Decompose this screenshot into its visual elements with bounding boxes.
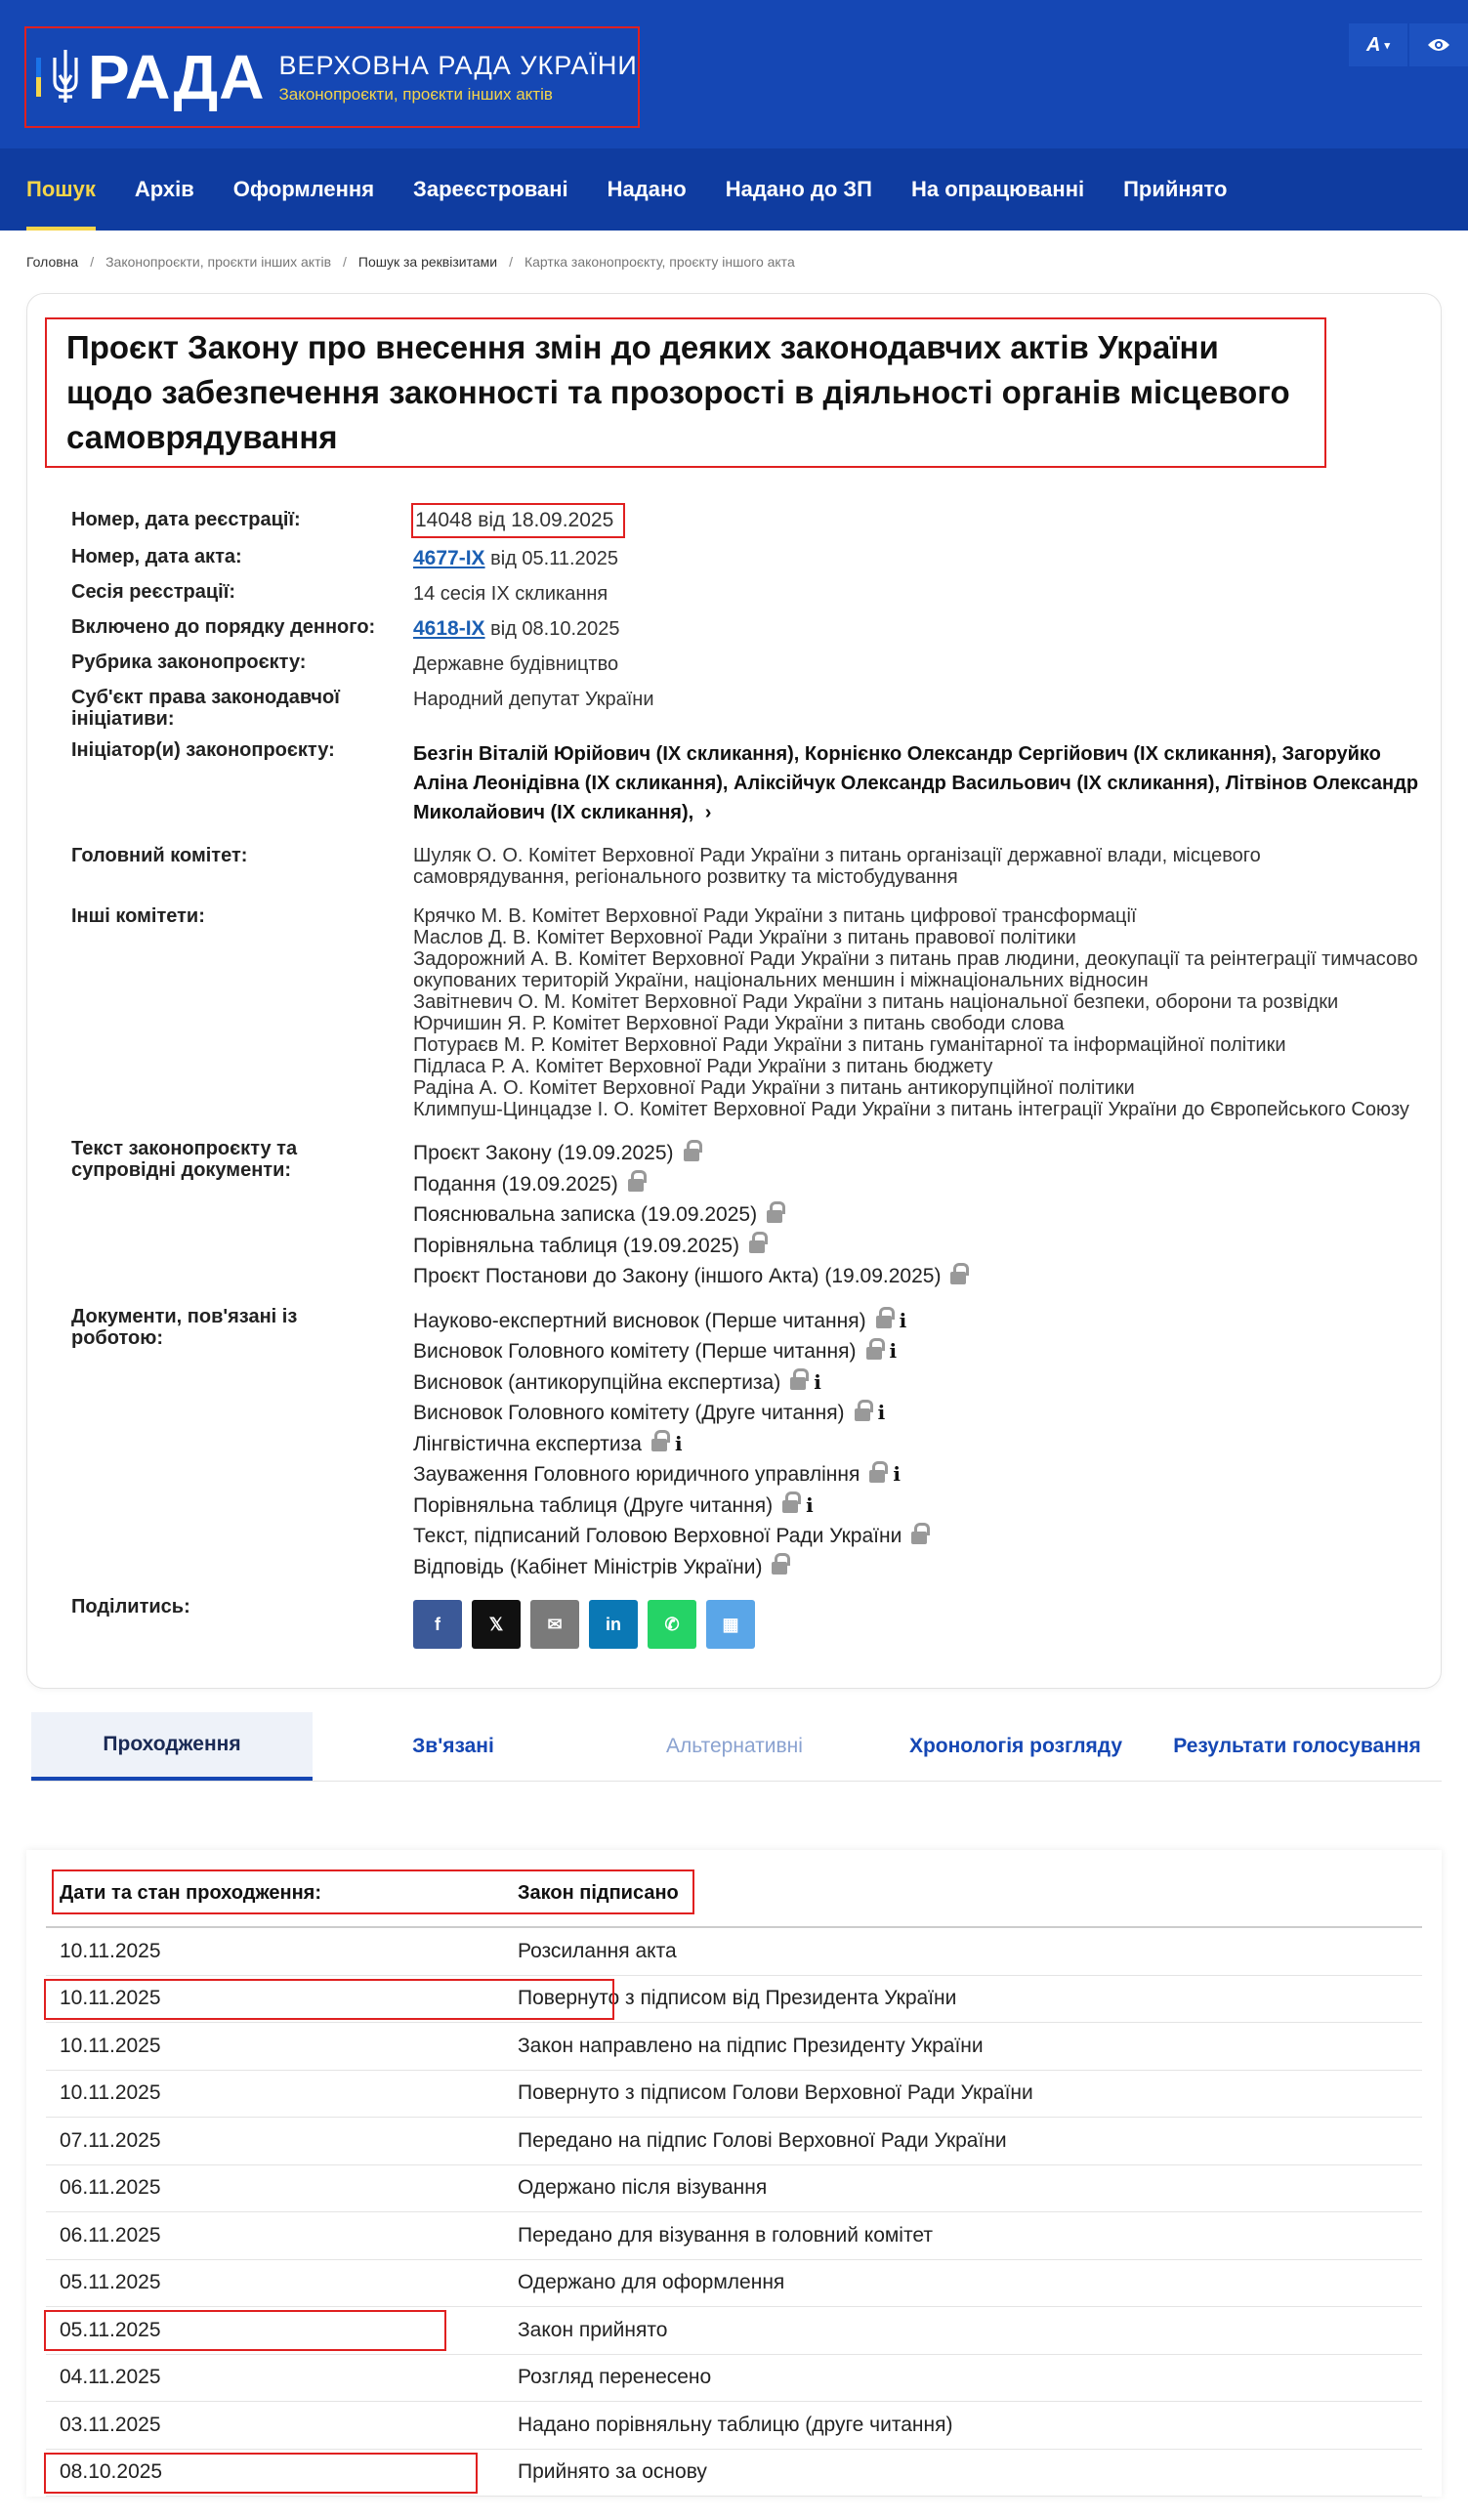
agenda-label: Включено до порядку денного: <box>71 616 376 638</box>
lock-icon <box>782 1497 798 1513</box>
session-value: 14 сесія IX скликання <box>413 583 608 605</box>
breadcrumb-search[interactable]: Пошук за реквізитами <box>357 254 498 270</box>
breadcrumb-separator: / <box>90 254 95 270</box>
initiators-label: Ініціатор(и) законопроєкту: <box>71 739 335 761</box>
lock-icon <box>950 1269 966 1284</box>
committee-item: Підласа Р. А. Комітет Верховної Ради України з питань бюджету <box>413 1056 993 1077</box>
related-doc-label: Висновок Головного комітету (Друге читання) <box>413 1402 845 1424</box>
logo-word: РАДА <box>88 42 266 112</box>
tab-1[interactable]: Зв'язані <box>412 1735 494 1757</box>
nav-item-0[interactable]: Пошук <box>26 148 96 231</box>
nav-item-4[interactable]: Надано <box>607 177 687 201</box>
table-row <box>46 2023 1422 2071</box>
info-icon[interactable]: i <box>899 1308 907 1332</box>
row-status: Повернуто з підписом Голови Верховної Ради України <box>518 2081 1033 2105</box>
table-row <box>46 2071 1422 2119</box>
related-doc-label: Висновок (антикорупційна експертиза) <box>413 1370 781 1394</box>
lock-icon <box>790 1374 806 1390</box>
lock-icon <box>876 1313 892 1328</box>
table-row <box>46 2212 1422 2260</box>
rubric-value: Державне будівництво <box>413 653 619 675</box>
x-icon: 𝕏 <box>488 1615 504 1634</box>
table-row <box>46 2402 1422 2450</box>
tab-4[interactable]: Результати голосування <box>1173 1735 1421 1757</box>
agenda-date: від 08.10.2025 <box>490 618 620 640</box>
session-row <box>71 581 1421 607</box>
related-docs-list <box>413 1306 1421 1583</box>
header-highlight <box>54 1871 692 1912</box>
row-date: 03.11.2025 <box>60 2413 161 2436</box>
text-doc-item[interactable] <box>413 1169 1421 1200</box>
site-logo-link[interactable] <box>26 28 638 126</box>
bill-title-box <box>47 319 1324 466</box>
whatsapp-icon: ✆ <box>664 1615 680 1634</box>
text-doc-label: Проєкт Постанови до Закону (іншого Акта) (19.09.2025) <box>413 1265 942 1287</box>
related-doc-label: Текст, підписаний Головою Верховної Ради України <box>413 1525 902 1547</box>
breadcrumb-current: Картка законопроєкту, проєкту іншого акта <box>524 254 795 270</box>
lock-icon <box>767 1207 782 1223</box>
row-date: 10.11.2025 <box>60 2034 161 2057</box>
table-row <box>46 1976 1422 2024</box>
other-committees-label: Інші комітети: <box>71 905 205 927</box>
eye-icon <box>1427 37 1450 53</box>
table-row <box>46 2307 1422 2355</box>
texts-row <box>71 1138 1421 1292</box>
subject-label: Суб'єкт права законодавчої ініціативи: <box>71 687 340 730</box>
nav-item-3[interactable]: Зареєстровані <box>413 177 568 201</box>
committee-item: Задорожний А. В. Комітет Верховної Ради України з питань прав людини, деокупації та реінтеграції тимчасово окупованих територій України, національних меншин і міжнаціональних відносин <box>413 948 1418 991</box>
text-doc-label: Порівняльна таблиця (19.09.2025) <box>413 1234 740 1257</box>
tab-2: Альтернативні <box>666 1735 803 1757</box>
act-number-link[interactable]: 4677-IX <box>413 547 485 569</box>
lock-icon <box>866 1344 882 1360</box>
nav-item-1[interactable]: Архів <box>134 177 194 201</box>
agenda-number-link[interactable]: 4618-IX <box>413 617 485 640</box>
chevron-down-icon: ▾ <box>1384 39 1390 52</box>
lock-icon <box>869 1467 885 1483</box>
text-doc-item[interactable] <box>413 1199 1421 1231</box>
table-row <box>46 2118 1422 2165</box>
lock-icon <box>772 1559 787 1575</box>
passage-head-label: Дати та стан проходження: <box>60 1881 321 1904</box>
qr-icon: ▦ <box>722 1615 739 1634</box>
rubric-row <box>71 651 1421 677</box>
nav-item-2[interactable]: Оформлення <box>232 177 375 201</box>
breadcrumb-bills[interactable]: Законопроєкти, проєкти інших актів <box>105 254 332 270</box>
info-icon[interactable]: i <box>806 1492 814 1517</box>
share-label: Поділитись: <box>71 1596 190 1617</box>
main-committee-value: Шуляк О. О. Комітет Верховної Ради України з питань організації державної влади, місцевого самоврядування, регіонального розвитку та містобудування <box>413 845 1261 888</box>
logo-text <box>278 50 637 105</box>
related-doc-label: Відповідь (Кабінет Міністрів України) <box>413 1555 763 1578</box>
row-status: Розсилання акта <box>518 1939 677 1962</box>
table-row <box>46 2450 1422 2498</box>
related-doc-item[interactable] <box>413 1367 1421 1399</box>
bill-card <box>26 293 1442 1689</box>
x-share-button[interactable] <box>472 1600 521 1649</box>
logo-subtitle: Законопроєкти, проєкти інших актів <box>278 85 553 105</box>
related-doc-label: Лінгвістична експертиза <box>413 1432 642 1455</box>
header-tools <box>1347 23 1468 66</box>
session-label: Сесія реєстрації: <box>71 581 235 603</box>
lock-icon <box>651 1436 667 1451</box>
email-share-button[interactable] <box>530 1600 579 1649</box>
share-row <box>71 1596 1421 1649</box>
texts-list <box>413 1138 1421 1292</box>
act-date: від 05.11.2025 <box>490 548 619 569</box>
facebook-share-button[interactable] <box>413 1600 462 1649</box>
facebook-icon: f <box>435 1615 440 1634</box>
row-date: 05.11.2025 <box>60 2271 161 2294</box>
row-date: 06.11.2025 <box>60 2223 161 2247</box>
site-header <box>0 0 1468 148</box>
row-highlight <box>46 2455 476 2492</box>
row-status: Повернуто з підписом від Президента України <box>518 1987 957 2010</box>
related-docs-row <box>71 1306 1421 1583</box>
reg-label: Номер, дата реєстрації: <box>71 509 301 530</box>
row-status: Прийнято за основу <box>518 2460 707 2484</box>
other-committees-row <box>71 905 1421 1120</box>
tab-0[interactable]: Проходження <box>31 1712 313 1781</box>
other-committees-list <box>413 905 1421 1120</box>
passage-rows <box>46 1928 1422 2497</box>
related-doc-label: Науково-експертний висновок (Перше читання) <box>413 1309 866 1332</box>
tab-3[interactable]: Хронологія розгляду <box>908 1735 1123 1757</box>
related-doc-item[interactable] <box>413 1398 1421 1429</box>
row-date: 07.11.2025 <box>60 2128 161 2152</box>
show-more-initiators-icon[interactable]: › <box>704 802 712 823</box>
reg-value: 14048 від 18.09.2025 <box>413 505 623 536</box>
breadcrumb <box>0 231 1468 293</box>
whatsapp-share-button[interactable] <box>648 1600 696 1649</box>
table-row <box>46 1928 1422 1976</box>
passage-table <box>26 1850 1442 2497</box>
lock-icon <box>855 1406 870 1421</box>
row-date: 10.11.2025 <box>60 1939 161 1962</box>
bill-title: Проєкт Закону про внесення змін до деяких законодавчих актів України щодо забезпечення законності та прозорості в діяльності органів місцевого самоврядування <box>66 329 1290 455</box>
committee-item: Завітневич О. М. Комітет Верховної Ради України з питань національної безпеки, оборони та розвідки <box>413 991 1339 1013</box>
row-date: 05.11.2025 <box>60 2318 161 2341</box>
lock-icon <box>684 1146 699 1161</box>
initiators-list: Безгін Віталій Юрійович (IX скликання), Корнієнко Олександр Сергійович (IX скликання), Загоруйко Аліна Леонідівна (IX скликання), Аліксійчук Олександр Васильович (IX скликання), Літвінов Олександр Миколайович (IX скликання), <box>413 743 1419 823</box>
row-date: 06.11.2025 <box>60 2176 161 2200</box>
row-status: Розгляд перенесено <box>518 2366 712 2389</box>
bill-details <box>47 505 1421 1649</box>
text-doc-label: Проєкт Закону (19.09.2025) <box>413 1142 674 1164</box>
committee-item: Маслов Д. В. Комітет Верховної Ради України з питань правової політики <box>413 927 1076 948</box>
email-icon: ✉ <box>547 1615 563 1634</box>
text-doc-label: Подання (19.09.2025) <box>413 1172 618 1196</box>
subject-row <box>71 687 1421 730</box>
related-doc-item[interactable] <box>413 1491 1421 1522</box>
committee-item: Юрчишин Я. Р. Комітет Верховної Ради України з питань свободи слова <box>413 1013 1065 1034</box>
qr-share-button[interactable] <box>706 1600 755 1649</box>
nav-item-5[interactable]: Надано до ЗП <box>725 177 872 201</box>
passage-table-header <box>46 1860 1422 1928</box>
linkedin-share-button[interactable] <box>589 1600 638 1649</box>
main-committee-row <box>71 845 1421 888</box>
row-highlight <box>46 2312 444 2349</box>
info-icon[interactable]: i <box>893 1462 901 1486</box>
row-date: 10.11.2025 <box>60 1987 161 2010</box>
row-status: Надано порівняльну таблицю (друге читання) <box>518 2413 953 2436</box>
row-status: Закон направлено на підпис Президенту України <box>518 2034 984 2057</box>
committee-item: Радіна А. О. Комітет Верховної Ради України з питань антикорупційної політики <box>413 1077 1135 1099</box>
reg-row <box>71 505 1421 536</box>
row-date: 04.11.2025 <box>60 2366 161 2389</box>
act-row <box>71 546 1421 571</box>
table-row <box>46 2260 1422 2308</box>
passage-head-status: Закон підписано <box>518 1881 679 1904</box>
related-doc-item[interactable] <box>413 1521 1421 1552</box>
related-doc-label: Висновок Головного комітету (Перше читання) <box>413 1340 857 1363</box>
nav-item-7[interactable]: Прийнято <box>1123 177 1228 201</box>
main-committee-label: Головний комітет: <box>71 845 248 866</box>
text-doc-item[interactable] <box>413 1261 1421 1292</box>
info-icon[interactable]: i <box>674 1431 683 1455</box>
table-row <box>46 2355 1422 2403</box>
row-date: 10.11.2025 <box>60 2081 161 2105</box>
row-status: Передано для візування в головний комітет <box>518 2223 933 2247</box>
bill-tabs <box>31 1712 1442 1782</box>
text-doc-item[interactable] <box>413 1231 1421 1262</box>
text-doc-item[interactable] <box>413 1138 1421 1169</box>
lock-icon <box>911 1529 927 1544</box>
text-doc-label: Пояснювальна записка (19.09.2025) <box>413 1203 758 1226</box>
info-icon[interactable]: i <box>889 1339 898 1363</box>
row-highlight <box>46 1981 612 2018</box>
texts-label: Текст законопроєкту та супровідні документи: <box>71 1138 298 1181</box>
related-doc-label: Зауваження Головного юридичного управління <box>413 1463 860 1486</box>
row-status: Закон прийнято <box>518 2318 668 2341</box>
related-docs-label: Документи, пов'язані із роботою: <box>71 1305 298 1349</box>
related-doc-label: Порівняльна таблиця (Друге читання) <box>413 1493 774 1517</box>
share-buttons <box>413 1600 1421 1649</box>
breadcrumb-separator: / <box>509 254 513 270</box>
info-icon[interactable]: i <box>877 1401 886 1424</box>
committee-item: Потураєв М. Р. Комітет Верховної Ради України з питань гуманітарної та інформаційної політики <box>413 1034 1286 1056</box>
row-date: 08.10.2025 <box>60 2460 163 2484</box>
info-icon[interactable]: i <box>814 1369 821 1394</box>
committee-item: Климпуш-Цинцадзе І. О. Комітет Верховної Ради України з питань інтеграції України до Європейського Союзу <box>413 1099 1409 1120</box>
rubric-label: Рубрика законопроєкту: <box>71 651 307 673</box>
related-doc-item[interactable] <box>413 1459 1421 1491</box>
committee-item: Крячко М. В. Комітет Верховної Ради України з питань цифрової трансформації <box>413 905 1137 927</box>
linkedin-icon: in <box>606 1615 621 1634</box>
nav-item-6[interactable]: На опрацюванні <box>911 177 1085 201</box>
row-status: Одержано для оформлення <box>518 2271 785 2294</box>
trident-icon <box>49 48 82 106</box>
related-doc-item[interactable] <box>413 1552 1421 1583</box>
font-size-label: А <box>1366 33 1381 56</box>
accessibility-button[interactable] <box>1409 23 1468 66</box>
lock-icon <box>628 1176 644 1192</box>
main-nav <box>0 148 1468 231</box>
act-label: Номер, дата акта: <box>71 546 242 567</box>
font-size-button[interactable] <box>1349 23 1407 66</box>
row-status: Передано на підпис Голові Верховної Ради України <box>518 2128 1007 2152</box>
initiators-row <box>71 739 1421 827</box>
related-doc-item[interactable] <box>413 1429 1421 1460</box>
agenda-row <box>71 616 1421 642</box>
row-status: Одержано після візування <box>518 2176 768 2200</box>
table-row <box>46 2165 1422 2213</box>
logo-title: ВЕРХОВНА РАДА УКРАЇНИ <box>278 50 638 80</box>
breadcrumb-home[interactable]: Головна <box>26 254 79 270</box>
subject-value: Народний депутат України <box>413 689 654 710</box>
lock-icon <box>749 1238 765 1253</box>
related-doc-item[interactable] <box>413 1336 1421 1367</box>
related-doc-item[interactable] <box>413 1306 1421 1337</box>
breadcrumb-separator: / <box>343 254 347 270</box>
flag-icon <box>36 58 41 97</box>
